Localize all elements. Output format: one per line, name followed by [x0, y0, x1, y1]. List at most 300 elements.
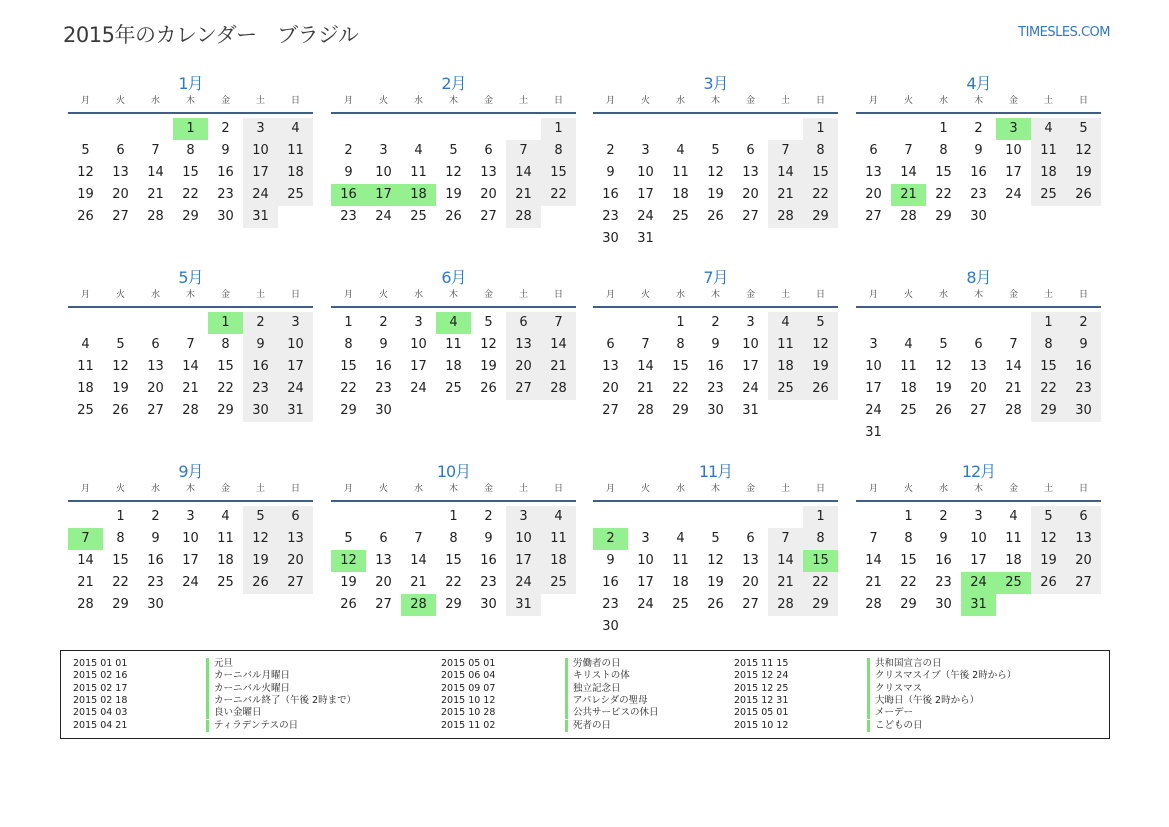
day-cell[interactable]: 26	[445, 209, 462, 224]
day-cell[interactable]: 16	[602, 575, 619, 590]
day-cell[interactable]: 25	[900, 403, 917, 418]
day-cell[interactable]: 13	[742, 553, 759, 568]
weekend-day-cell[interactable]: 12	[803, 334, 838, 356]
weekend-day-cell[interactable]: 4	[541, 506, 576, 528]
day-cell[interactable]: 10	[182, 531, 199, 546]
day-cell[interactable]: 10	[637, 165, 654, 180]
weekend-day-cell[interactable]: 25	[768, 378, 803, 400]
day-cell[interactable]: 1	[449, 509, 458, 524]
day-cell[interactable]: 6	[116, 143, 125, 158]
day-cell[interactable]: 11	[217, 531, 234, 546]
day-cell[interactable]: 30	[147, 597, 164, 612]
day-cell[interactable]: 20	[742, 575, 759, 590]
day-cell[interactable]: 15	[445, 553, 462, 568]
day-cell[interactable]: 24	[637, 597, 654, 612]
day-cell[interactable]: 3	[379, 143, 388, 158]
day-cell[interactable]: 29	[672, 403, 689, 418]
day-cell[interactable]: 10	[742, 337, 759, 352]
weekend-day-cell[interactable]: 4	[278, 118, 313, 140]
day-cell[interactable]: 21	[865, 575, 882, 590]
day-cell[interactable]: 14	[865, 553, 882, 568]
day-cell[interactable]: 19	[707, 575, 724, 590]
day-cell[interactable]: 31	[637, 231, 654, 246]
weekend-day-cell[interactable]: 21	[506, 184, 541, 206]
holiday-day-cell[interactable]: 12	[331, 550, 366, 572]
weekend-day-cell[interactable]: 27	[506, 378, 541, 400]
day-cell[interactable]: 24	[182, 575, 199, 590]
day-cell[interactable]: 30	[602, 231, 619, 246]
day-cell[interactable]: 14	[1005, 359, 1022, 374]
weekend-day-cell[interactable]: 22	[541, 184, 576, 206]
weekend-day-cell[interactable]: 20	[506, 356, 541, 378]
day-cell[interactable]: 30	[375, 403, 392, 418]
day-cell[interactable]: 24	[410, 381, 427, 396]
day-cell[interactable]: 3	[974, 509, 983, 524]
day-cell[interactable]: 29	[217, 403, 234, 418]
day-cell[interactable]: 10	[1005, 143, 1022, 158]
weekend-day-cell[interactable]: 14	[768, 550, 803, 572]
day-cell[interactable]: 22	[182, 187, 199, 202]
day-cell[interactable]: 27	[480, 209, 497, 224]
day-cell[interactable]: 31	[865, 425, 882, 440]
day-cell[interactable]: 21	[77, 575, 94, 590]
day-cell[interactable]: 12	[77, 165, 94, 180]
weekend-day-cell[interactable]: 8	[803, 140, 838, 162]
day-cell[interactable]: 15	[935, 165, 952, 180]
day-cell[interactable]: 4	[414, 143, 423, 158]
weekend-day-cell[interactable]: 15	[803, 162, 838, 184]
day-cell[interactable]: 6	[746, 143, 755, 158]
day-cell[interactable]: 29	[935, 209, 952, 224]
day-cell[interactable]: 17	[970, 553, 987, 568]
day-cell[interactable]: 19	[77, 187, 94, 202]
day-cell[interactable]: 3	[641, 531, 650, 546]
day-cell[interactable]: 14	[147, 165, 164, 180]
day-cell[interactable]: 26	[707, 209, 724, 224]
weekend-day-cell[interactable]: 28	[541, 378, 576, 400]
day-cell[interactable]: 18	[217, 553, 234, 568]
day-cell[interactable]: 10	[970, 531, 987, 546]
day-cell[interactable]: 15	[182, 165, 199, 180]
day-cell[interactable]: 2	[344, 143, 353, 158]
day-cell[interactable]: 4	[81, 337, 90, 352]
day-cell[interactable]: 23	[602, 597, 619, 612]
day-cell[interactable]: 25	[410, 209, 427, 224]
day-cell[interactable]: 24	[742, 381, 759, 396]
day-cell[interactable]: 5	[344, 531, 353, 546]
day-cell[interactable]: 5	[116, 337, 125, 352]
day-cell[interactable]: 11	[672, 553, 689, 568]
day-cell[interactable]: 22	[672, 381, 689, 396]
day-cell[interactable]: 23	[340, 209, 357, 224]
day-cell[interactable]: 23	[217, 187, 234, 202]
day-cell[interactable]: 17	[742, 359, 759, 374]
day-cell[interactable]: 23	[375, 381, 392, 396]
day-cell[interactable]: 2	[221, 121, 230, 136]
day-cell[interactable]: 2	[151, 509, 160, 524]
day-cell[interactable]: 6	[484, 143, 493, 158]
day-cell[interactable]: 12	[707, 553, 724, 568]
weekend-day-cell[interactable]: 29	[803, 206, 838, 228]
day-cell[interactable]: 16	[602, 187, 619, 202]
day-cell[interactable]: 29	[340, 403, 357, 418]
weekend-day-cell[interactable]: 17	[243, 162, 278, 184]
day-cell[interactable]: 13	[480, 165, 497, 180]
weekend-day-cell[interactable]: 10	[506, 528, 541, 550]
day-cell[interactable]: 1	[939, 121, 948, 136]
day-cell[interactable]: 29	[900, 597, 917, 612]
day-cell[interactable]: 26	[340, 597, 357, 612]
weekend-day-cell[interactable]: 28	[768, 206, 803, 228]
day-cell[interactable]: 5	[484, 315, 493, 330]
weekend-day-cell[interactable]: 29	[803, 594, 838, 616]
day-cell[interactable]: 21	[1005, 381, 1022, 396]
holiday-day-cell[interactable]: 25	[996, 572, 1031, 594]
day-cell[interactable]: 11	[445, 337, 462, 352]
weekend-day-cell[interactable]: 15	[1031, 356, 1066, 378]
day-cell[interactable]: 11	[1005, 531, 1022, 546]
weekend-day-cell[interactable]: 31	[243, 206, 278, 228]
weekend-day-cell[interactable]: 31	[278, 400, 313, 422]
day-cell[interactable]: 16	[375, 359, 392, 374]
day-cell[interactable]: 18	[900, 381, 917, 396]
weekend-day-cell[interactable]: 21	[541, 356, 576, 378]
day-cell[interactable]: 3	[414, 315, 423, 330]
weekend-day-cell[interactable]: 11	[768, 334, 803, 356]
weekend-day-cell[interactable]: 5	[803, 312, 838, 334]
day-cell[interactable]: 17	[637, 187, 654, 202]
day-cell[interactable]: 20	[112, 187, 129, 202]
weekend-day-cell[interactable]: 12	[1066, 140, 1101, 162]
day-cell[interactable]: 8	[449, 531, 458, 546]
day-cell[interactable]: 11	[410, 165, 427, 180]
day-cell[interactable]: 12	[112, 359, 129, 374]
day-cell[interactable]: 10	[865, 359, 882, 374]
weekend-day-cell[interactable]: 24	[278, 378, 313, 400]
day-cell[interactable]: 7	[869, 531, 878, 546]
weekend-day-cell[interactable]: 18	[1031, 162, 1066, 184]
weekend-day-cell[interactable]: 13	[1066, 528, 1101, 550]
day-cell[interactable]: 17	[637, 575, 654, 590]
weekend-day-cell[interactable]: 22	[803, 184, 838, 206]
day-cell[interactable]: 27	[970, 403, 987, 418]
day-cell[interactable]: 6	[746, 531, 755, 546]
day-cell[interactable]: 27	[742, 597, 759, 612]
weekend-day-cell[interactable]: 13	[506, 334, 541, 356]
day-cell[interactable]: 7	[904, 143, 913, 158]
day-cell[interactable]: 16	[970, 165, 987, 180]
day-cell[interactable]: 16	[480, 553, 497, 568]
day-cell[interactable]: 4	[904, 337, 913, 352]
weekend-day-cell[interactable]: 26	[243, 572, 278, 594]
day-cell[interactable]: 9	[379, 337, 388, 352]
weekend-day-cell[interactable]: 12	[1031, 528, 1066, 550]
day-cell[interactable]: 8	[904, 531, 913, 546]
day-cell[interactable]: 26	[112, 403, 129, 418]
day-cell[interactable]: 24	[375, 209, 392, 224]
day-cell[interactable]: 19	[935, 381, 952, 396]
day-cell[interactable]: 30	[480, 597, 497, 612]
day-cell[interactable]: 28	[182, 403, 199, 418]
day-cell[interactable]: 16	[935, 553, 952, 568]
day-cell[interactable]: 13	[112, 165, 129, 180]
weekend-day-cell[interactable]: 19	[1031, 550, 1066, 572]
day-cell[interactable]: 15	[340, 359, 357, 374]
weekend-day-cell[interactable]: 16	[243, 356, 278, 378]
weekend-day-cell[interactable]: 18	[278, 162, 313, 184]
day-cell[interactable]: 26	[935, 403, 952, 418]
day-cell[interactable]: 21	[637, 381, 654, 396]
day-cell[interactable]: 2	[484, 509, 493, 524]
day-cell[interactable]: 30	[217, 209, 234, 224]
day-cell[interactable]: 6	[974, 337, 983, 352]
day-cell[interactable]: 28	[865, 597, 882, 612]
holiday-day-cell[interactable]: 21	[891, 184, 926, 206]
holiday-day-cell[interactable]: 18	[401, 184, 436, 206]
weekend-day-cell[interactable]: 25	[278, 184, 313, 206]
day-cell[interactable]: 12	[480, 337, 497, 352]
day-cell[interactable]: 25	[217, 575, 234, 590]
weekend-day-cell[interactable]: 19	[243, 550, 278, 572]
weekend-day-cell[interactable]: 10	[243, 140, 278, 162]
day-cell[interactable]: 22	[900, 575, 917, 590]
day-cell[interactable]: 20	[147, 381, 164, 396]
day-cell[interactable]: 20	[375, 575, 392, 590]
weekend-day-cell[interactable]: 7	[768, 528, 803, 550]
day-cell[interactable]: 9	[711, 337, 720, 352]
holiday-day-cell[interactable]: 24	[961, 572, 996, 594]
day-cell[interactable]: 25	[445, 381, 462, 396]
weekend-day-cell[interactable]: 14	[506, 162, 541, 184]
weekend-day-cell[interactable]: 12	[243, 528, 278, 550]
day-cell[interactable]: 17	[865, 381, 882, 396]
weekend-day-cell[interactable]: 1	[803, 118, 838, 140]
day-cell[interactable]: 5	[81, 143, 90, 158]
day-cell[interactable]: 7	[186, 337, 195, 352]
weekend-day-cell[interactable]: 2	[1066, 312, 1101, 334]
weekend-day-cell[interactable]: 9	[243, 334, 278, 356]
weekend-day-cell[interactable]: 5	[1031, 506, 1066, 528]
holiday-day-cell[interactable]: 1	[208, 312, 243, 334]
weekend-day-cell[interactable]: 22	[1031, 378, 1066, 400]
day-cell[interactable]: 4	[676, 143, 685, 158]
day-cell[interactable]: 20	[602, 381, 619, 396]
day-cell[interactable]: 6	[869, 143, 878, 158]
holiday-day-cell[interactable]: 4	[436, 312, 471, 334]
day-cell[interactable]: 8	[221, 337, 230, 352]
day-cell[interactable]: 8	[939, 143, 948, 158]
day-cell[interactable]: 29	[182, 209, 199, 224]
weekend-day-cell[interactable]: 7	[768, 140, 803, 162]
day-cell[interactable]: 17	[182, 553, 199, 568]
day-cell[interactable]: 11	[672, 165, 689, 180]
weekend-day-cell[interactable]: 4	[768, 312, 803, 334]
day-cell[interactable]: 13	[602, 359, 619, 374]
holiday-day-cell[interactable]: 1	[173, 118, 208, 140]
weekend-day-cell[interactable]: 22	[803, 572, 838, 594]
day-cell[interactable]: 18	[445, 359, 462, 374]
day-cell[interactable]: 13	[742, 165, 759, 180]
day-cell[interactable]: 8	[344, 337, 353, 352]
day-cell[interactable]: 23	[602, 209, 619, 224]
weekend-day-cell[interactable]: 21	[768, 572, 803, 594]
day-cell[interactable]: 9	[606, 553, 615, 568]
day-cell[interactable]: 27	[742, 209, 759, 224]
day-cell[interactable]: 11	[900, 359, 917, 374]
weekend-day-cell[interactable]: 31	[506, 594, 541, 616]
holiday-day-cell[interactable]: 2	[593, 528, 628, 550]
day-cell[interactable]: 27	[865, 209, 882, 224]
day-cell[interactable]: 10	[410, 337, 427, 352]
weekend-day-cell[interactable]: 15	[541, 162, 576, 184]
day-cell[interactable]: 19	[112, 381, 129, 396]
day-cell[interactable]: 5	[711, 531, 720, 546]
weekend-day-cell[interactable]: 11	[278, 140, 313, 162]
day-cell[interactable]: 21	[182, 381, 199, 396]
weekend-day-cell[interactable]: 19	[1066, 162, 1101, 184]
day-cell[interactable]: 30	[970, 209, 987, 224]
day-cell[interactable]: 15	[672, 359, 689, 374]
day-cell[interactable]: 3	[746, 315, 755, 330]
day-cell[interactable]: 14	[410, 553, 427, 568]
weekend-day-cell[interactable]: 3	[278, 312, 313, 334]
day-cell[interactable]: 30	[707, 403, 724, 418]
day-cell[interactable]: 19	[340, 575, 357, 590]
weekend-day-cell[interactable]: 24	[506, 572, 541, 594]
day-cell[interactable]: 27	[375, 597, 392, 612]
weekend-day-cell[interactable]: 28	[506, 206, 541, 228]
day-cell[interactable]: 30	[602, 619, 619, 634]
day-cell[interactable]: 10	[637, 553, 654, 568]
day-cell[interactable]: 9	[484, 531, 493, 546]
weekend-day-cell[interactable]: 29	[1031, 400, 1066, 422]
weekend-day-cell[interactable]: 4	[1031, 118, 1066, 140]
day-cell[interactable]: 2	[606, 143, 615, 158]
day-cell[interactable]: 13	[147, 359, 164, 374]
weekend-day-cell[interactable]: 6	[1066, 506, 1101, 528]
weekend-day-cell[interactable]: 5	[1066, 118, 1101, 140]
day-cell[interactable]: 12	[935, 359, 952, 374]
day-cell[interactable]: 9	[344, 165, 353, 180]
holiday-day-cell[interactable]: 3	[996, 118, 1031, 140]
day-cell[interactable]: 18	[1005, 553, 1022, 568]
weekend-day-cell[interactable]: 23	[243, 378, 278, 400]
day-cell[interactable]: 26	[707, 597, 724, 612]
day-cell[interactable]: 9	[974, 143, 983, 158]
day-cell[interactable]: 8	[116, 531, 125, 546]
holiday-day-cell[interactable]: 28	[401, 594, 436, 616]
weekend-day-cell[interactable]: 20	[278, 550, 313, 572]
weekend-day-cell[interactable]: 11	[541, 528, 576, 550]
day-cell[interactable]: 18	[672, 187, 689, 202]
day-cell[interactable]: 22	[340, 381, 357, 396]
day-cell[interactable]: 20	[480, 187, 497, 202]
weekend-day-cell[interactable]: 24	[243, 184, 278, 206]
weekend-day-cell[interactable]: 20	[1066, 550, 1101, 572]
day-cell[interactable]: 28	[147, 209, 164, 224]
weekend-day-cell[interactable]: 14	[768, 162, 803, 184]
day-cell[interactable]: 23	[970, 187, 987, 202]
day-cell[interactable]: 14	[182, 359, 199, 374]
day-cell[interactable]: 20	[742, 187, 759, 202]
day-cell[interactable]: 6	[379, 531, 388, 546]
weekend-day-cell[interactable]: 28	[768, 594, 803, 616]
day-cell[interactable]: 25	[672, 597, 689, 612]
weekend-day-cell[interactable]: 1	[803, 506, 838, 528]
day-cell[interactable]: 12	[707, 165, 724, 180]
day-cell[interactable]: 20	[970, 381, 987, 396]
day-cell[interactable]: 13	[970, 359, 987, 374]
weekend-day-cell[interactable]: 19	[803, 356, 838, 378]
day-cell[interactable]: 14	[900, 165, 917, 180]
day-cell[interactable]: 4	[676, 531, 685, 546]
weekend-day-cell[interactable]: 13	[278, 528, 313, 550]
day-cell[interactable]: 9	[151, 531, 160, 546]
weekend-day-cell[interactable]: 6	[278, 506, 313, 528]
day-cell[interactable]: 23	[147, 575, 164, 590]
day-cell[interactable]: 18	[672, 575, 689, 590]
day-cell[interactable]: 22	[445, 575, 462, 590]
day-cell[interactable]: 25	[77, 403, 94, 418]
day-cell[interactable]: 24	[1005, 187, 1022, 202]
day-cell[interactable]: 5	[449, 143, 458, 158]
holiday-day-cell[interactable]: 17	[366, 184, 401, 206]
day-cell[interactable]: 31	[742, 403, 759, 418]
day-cell[interactable]: 5	[939, 337, 948, 352]
weekend-day-cell[interactable]: 3	[243, 118, 278, 140]
weekend-day-cell[interactable]: 11	[1031, 140, 1066, 162]
weekend-day-cell[interactable]: 6	[506, 312, 541, 334]
day-cell[interactable]: 26	[77, 209, 94, 224]
weekend-day-cell[interactable]: 10	[278, 334, 313, 356]
day-cell[interactable]: 17	[410, 359, 427, 374]
day-cell[interactable]: 8	[676, 337, 685, 352]
day-cell[interactable]: 3	[186, 509, 195, 524]
day-cell[interactable]: 2	[939, 509, 948, 524]
weekend-day-cell[interactable]: 26	[1031, 572, 1066, 594]
weekend-day-cell[interactable]: 7	[506, 140, 541, 162]
day-cell[interactable]: 12	[445, 165, 462, 180]
day-cell[interactable]: 10	[375, 165, 392, 180]
day-cell[interactable]: 2	[379, 315, 388, 330]
holiday-day-cell[interactable]: 31	[961, 594, 996, 616]
weekend-day-cell[interactable]: 7	[541, 312, 576, 334]
day-cell[interactable]: 24	[865, 403, 882, 418]
day-cell[interactable]: 13	[375, 553, 392, 568]
day-cell[interactable]: 22	[935, 187, 952, 202]
day-cell[interactable]: 19	[707, 187, 724, 202]
brand-logo[interactable]: TIMESLES.COM	[1018, 25, 1110, 40]
weekend-day-cell[interactable]: 23	[1066, 378, 1101, 400]
weekend-day-cell[interactable]: 2	[243, 312, 278, 334]
weekend-day-cell[interactable]: 1	[541, 118, 576, 140]
weekend-day-cell[interactable]: 18	[768, 356, 803, 378]
day-cell[interactable]: 27	[602, 403, 619, 418]
weekend-day-cell[interactable]: 17	[506, 550, 541, 572]
day-cell[interactable]: 15	[112, 553, 129, 568]
day-cell[interactable]: 25	[672, 209, 689, 224]
day-cell[interactable]: 19	[445, 187, 462, 202]
weekend-day-cell[interactable]: 27	[278, 572, 313, 594]
day-cell[interactable]: 29	[445, 597, 462, 612]
day-cell[interactable]: 9	[221, 143, 230, 158]
day-cell[interactable]: 23	[480, 575, 497, 590]
day-cell[interactable]: 16	[217, 165, 234, 180]
holiday-day-cell[interactable]: 16	[331, 184, 366, 206]
day-cell[interactable]: 29	[112, 597, 129, 612]
day-cell[interactable]: 3	[641, 143, 650, 158]
day-cell[interactable]: 1	[116, 509, 125, 524]
